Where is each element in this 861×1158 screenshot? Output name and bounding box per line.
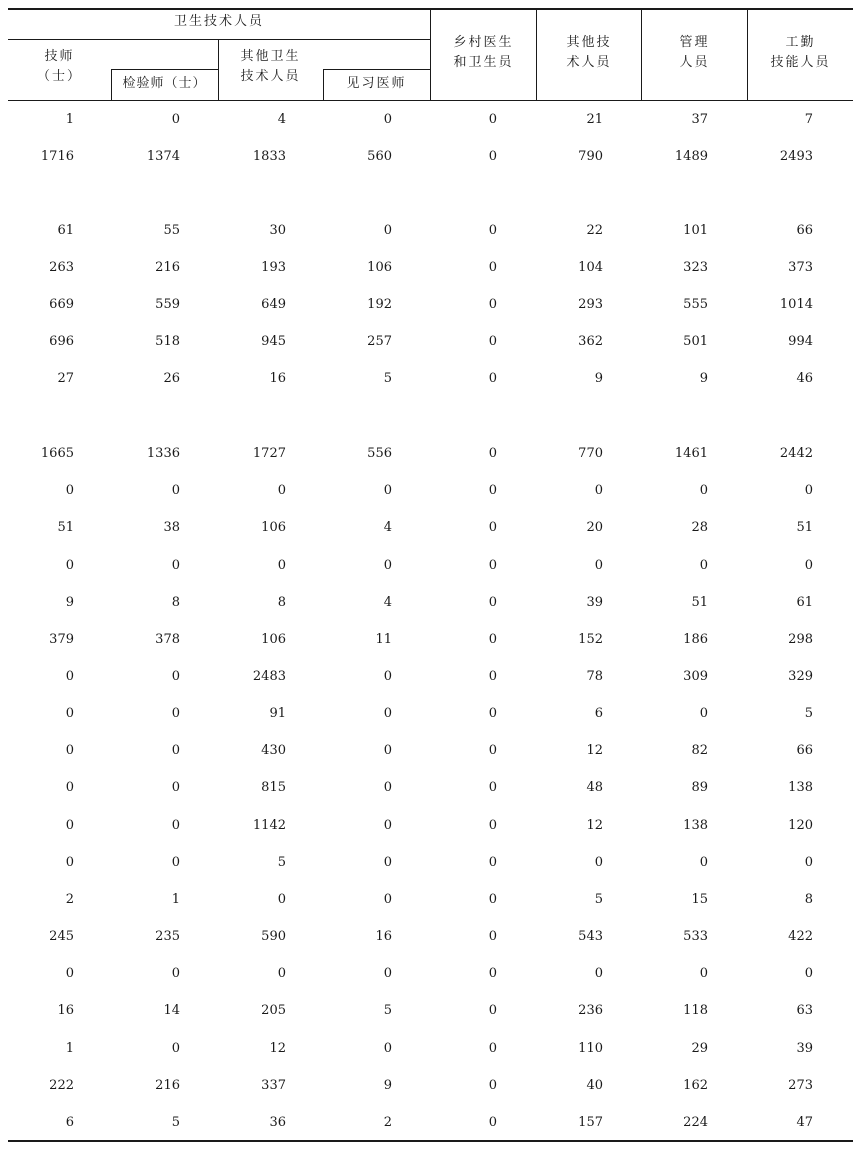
service-staff-cell: 66 [796, 223, 813, 238]
village-doctor-cell: 0 [488, 558, 497, 573]
other-health-tech-heading-line1: 其他卫生 [240, 49, 301, 64]
intern-doctor-cell: 5 [383, 371, 392, 386]
service-staff-cell: 2442 [779, 446, 813, 461]
management-cell: 28 [691, 520, 708, 535]
other-tech-cell: 78 [586, 669, 603, 684]
table-row [0, 444, 861, 464]
management-cell: 29 [691, 1041, 708, 1056]
other-tech-cell: 0 [594, 558, 603, 573]
service-staff-cell: 7 [804, 112, 813, 127]
other-health-tech-cell: 8 [277, 595, 286, 610]
service-staff-cell: 273 [788, 1078, 813, 1093]
other-tech-cell: 5 [594, 892, 603, 907]
service-staff-cell: 2493 [779, 149, 813, 164]
management-cell: 138 [683, 818, 708, 833]
other-tech-cell: 0 [594, 483, 603, 498]
technician-cell: 1716 [40, 149, 74, 164]
subcol-rule [111, 69, 218, 70]
management-heading-line1: 管理 [679, 35, 710, 50]
intern-doctor-cell: 560 [367, 149, 392, 164]
lab-technician-cell: 0 [171, 966, 180, 981]
service-staff-cell: 47 [796, 1115, 813, 1130]
lab-technician-cell: 0 [171, 483, 180, 498]
table-row [0, 1113, 861, 1133]
village-doctor-cell: 0 [488, 632, 497, 647]
other-tech-cell: 293 [578, 297, 603, 312]
lab-technician-cell: 1374 [146, 149, 180, 164]
technician-cell: 1 [65, 112, 74, 127]
intern-doctor-cell: 0 [383, 743, 392, 758]
table-row [0, 741, 861, 761]
table-row [0, 518, 861, 538]
intern-doctor-heading: 见习医师 [346, 76, 407, 91]
table-row [0, 667, 861, 687]
technician-cell: 2 [65, 892, 74, 907]
other-health-tech-cell: 12 [269, 1041, 286, 1056]
village-doctor-cell: 0 [488, 892, 497, 907]
village-doctor-cell: 0 [488, 780, 497, 795]
village-doctor-cell: 0 [488, 706, 497, 721]
table-row [0, 258, 861, 278]
other-tech-cell: 110 [578, 1041, 603, 1056]
service-staff-cell: 422 [788, 929, 813, 944]
technician-cell: 379 [49, 632, 74, 647]
other-tech-cell: 770 [578, 446, 603, 461]
other-health-tech-cell: 430 [261, 743, 286, 758]
management-cell: 533 [683, 929, 708, 944]
other-health-tech-cell: 649 [261, 297, 286, 312]
lab-technician-cell: 5 [171, 1115, 180, 1130]
lab-technician-cell: 1336 [146, 446, 180, 461]
other-tech-cell: 12 [586, 743, 603, 758]
lab-technician-cell: 0 [171, 780, 180, 795]
intern-doctor-cell: 2 [383, 1115, 392, 1130]
other-tech-cell: 0 [594, 966, 603, 981]
service-staff-cell: 39 [796, 1041, 813, 1056]
lab-technician-cell: 0 [171, 112, 180, 127]
management-cell: 224 [683, 1115, 708, 1130]
intern-doctor-cell: 0 [383, 558, 392, 573]
other-health-tech-cell: 16 [269, 371, 286, 386]
other-health-tech-cell: 30 [269, 223, 286, 238]
group-underline-rule [8, 39, 430, 40]
table-row [0, 927, 861, 947]
technician-cell: 0 [65, 558, 74, 573]
village-doctor-heading-line1: 乡村医生 [453, 35, 514, 50]
technician-cell: 222 [49, 1078, 74, 1093]
village-doctor-cell: 0 [488, 223, 497, 238]
lab-technician-cell: 38 [163, 520, 180, 535]
table-row [0, 630, 861, 650]
other-health-tech-cell: 193 [261, 260, 286, 275]
village-doctor-cell: 0 [488, 260, 497, 275]
service-staff-cell: 994 [788, 334, 813, 349]
service-staff-cell: 63 [796, 1003, 813, 1018]
technician-cell: 0 [65, 818, 74, 833]
service-staff-cell: 5 [804, 706, 813, 721]
technician-cell: 9 [65, 595, 74, 610]
service-staff-cell: 0 [804, 558, 813, 573]
lab-technician-cell: 378 [155, 632, 180, 647]
other-health-tech-cell: 2483 [252, 669, 286, 684]
technician-cell: 16 [57, 1003, 74, 1018]
lab-technician-cell: 0 [171, 1041, 180, 1056]
technician-cell: 1665 [40, 446, 74, 461]
table-row [0, 481, 861, 501]
intern-doctor-cell: 0 [383, 1041, 392, 1056]
other-health-tech-cell: 337 [261, 1078, 286, 1093]
village-doctor-cell: 0 [488, 1041, 497, 1056]
table-header [0, 0, 861, 102]
lab-technician-cell: 216 [155, 1078, 180, 1093]
other-tech-cell: 152 [578, 632, 603, 647]
intern-doctor-cell: 0 [383, 112, 392, 127]
other-health-tech-cell: 1833 [252, 149, 286, 164]
other-health-tech-cell: 106 [261, 632, 286, 647]
management-cell: 82 [691, 743, 708, 758]
intern-doctor-cell: 0 [383, 966, 392, 981]
other-tech-cell: 12 [586, 818, 603, 833]
lab-technician-cell: 0 [171, 706, 180, 721]
other-health-tech-heading-line2: 技术人员 [240, 69, 301, 84]
lab-technician-cell: 55 [163, 223, 180, 238]
village-doctor-cell: 0 [488, 1078, 497, 1093]
village-doctor-cell: 0 [488, 929, 497, 944]
lab-technician-heading: 检验师（士） [122, 76, 207, 91]
table-row [0, 593, 861, 613]
management-cell: 0 [699, 966, 708, 981]
service-staff-cell: 61 [796, 595, 813, 610]
technician-cell: 6 [65, 1115, 74, 1130]
intern-doctor-cell: 0 [383, 780, 392, 795]
management-cell: 101 [683, 223, 708, 238]
table-row [0, 147, 861, 167]
lab-technician-cell: 559 [155, 297, 180, 312]
intern-doctor-cell: 556 [367, 446, 392, 461]
intern-doctor-cell: 16 [375, 929, 392, 944]
management-cell: 0 [699, 483, 708, 498]
intern-doctor-cell: 0 [383, 892, 392, 907]
technician-heading-line1: 技师 [44, 49, 75, 64]
management-cell: 186 [683, 632, 708, 647]
lab-technician-cell: 216 [155, 260, 180, 275]
village-doctor-cell: 0 [488, 483, 497, 498]
intern-doctor-cell: 9 [383, 1078, 392, 1093]
lab-technician-cell: 8 [171, 595, 180, 610]
table-row [0, 890, 861, 910]
bottom-rule [8, 1140, 853, 1142]
lab-technician-cell: 0 [171, 855, 180, 870]
technician-cell: 0 [65, 743, 74, 758]
intern-doctor-cell: 0 [383, 706, 392, 721]
village-doctor-cell: 0 [488, 966, 497, 981]
other-tech-cell: 39 [586, 595, 603, 610]
village-doctor-cell: 0 [488, 371, 497, 386]
village-doctor-cell: 0 [488, 297, 497, 312]
lab-technician-cell: 1 [171, 892, 180, 907]
village-doctor-cell: 0 [488, 595, 497, 610]
management-cell: 37 [691, 112, 708, 127]
other-tech-cell: 543 [578, 929, 603, 944]
technician-cell: 61 [57, 223, 74, 238]
table-row [0, 332, 861, 352]
other-health-tech-cell: 0 [277, 558, 286, 573]
technician-cell: 0 [65, 966, 74, 981]
other-tech-cell: 20 [586, 520, 603, 535]
other-tech-cell: 157 [578, 1115, 603, 1130]
management-cell: 1489 [674, 149, 708, 164]
other-tech-cell: 6 [594, 706, 603, 721]
header-bottom-rule [8, 100, 853, 101]
intern-doctor-cell: 106 [367, 260, 392, 275]
table-row [0, 964, 861, 984]
other-health-tech-cell: 91 [269, 706, 286, 721]
lab-technician-cell: 0 [171, 669, 180, 684]
table-row [0, 1039, 861, 1059]
management-cell: 0 [699, 706, 708, 721]
intern-doctor-cell: 192 [367, 297, 392, 312]
health-tech-group-heading: 卫生技术人员 [173, 14, 264, 29]
management-cell: 0 [699, 855, 708, 870]
village-doctor-cell: 0 [488, 520, 497, 535]
technician-cell: 51 [57, 520, 74, 535]
other-tech-heading-line2: 术人员 [566, 55, 612, 70]
other-tech-cell: 21 [586, 112, 603, 127]
lab-technician-cell: 0 [171, 818, 180, 833]
other-tech-cell: 104 [578, 260, 603, 275]
management-cell: 0 [699, 558, 708, 573]
table-row [0, 1076, 861, 1096]
other-health-tech-cell: 205 [261, 1003, 286, 1018]
village-doctor-cell: 0 [488, 743, 497, 758]
technician-cell: 1 [65, 1041, 74, 1056]
village-doctor-cell: 0 [488, 855, 497, 870]
village-doctor-cell: 0 [488, 1115, 497, 1130]
management-cell: 118 [683, 1003, 708, 1018]
other-health-tech-cell: 1142 [252, 818, 286, 833]
table-row [0, 778, 861, 798]
table-row [0, 704, 861, 724]
technician-cell: 0 [65, 706, 74, 721]
other-tech-cell: 790 [578, 149, 603, 164]
service-staff-cell: 8 [804, 892, 813, 907]
village-doctor-heading-line2: 和卫生员 [453, 55, 514, 70]
management-cell: 1461 [674, 446, 708, 461]
village-doctor-cell: 0 [488, 669, 497, 684]
management-cell: 51 [691, 595, 708, 610]
intern-doctor-cell: 0 [383, 669, 392, 684]
table-row [0, 1001, 861, 1021]
service-staff-cell: 46 [796, 371, 813, 386]
technician-cell: 0 [65, 780, 74, 795]
other-health-tech-cell: 1727 [252, 446, 286, 461]
service-staff-cell: 120 [788, 818, 813, 833]
table-row [0, 816, 861, 836]
service-staff-cell: 0 [804, 855, 813, 870]
intern-doctor-cell: 4 [383, 595, 392, 610]
technician-cell: 27 [57, 371, 74, 386]
service-staff-cell: 0 [804, 966, 813, 981]
other-tech-heading-line1: 其他技 [566, 35, 612, 50]
management-cell: 501 [683, 334, 708, 349]
lab-technician-cell: 518 [155, 334, 180, 349]
other-health-tech-cell: 36 [269, 1115, 286, 1130]
other-health-tech-cell: 0 [277, 892, 286, 907]
intern-doctor-cell: 11 [375, 632, 392, 647]
village-doctor-cell: 0 [488, 818, 497, 833]
other-health-tech-cell: 106 [261, 520, 286, 535]
lab-technician-cell: 0 [171, 743, 180, 758]
other-health-tech-cell: 590 [261, 929, 286, 944]
technician-cell: 0 [65, 855, 74, 870]
intern-doctor-cell: 0 [383, 483, 392, 498]
service-staff-cell: 298 [788, 632, 813, 647]
service-staff-cell: 329 [788, 669, 813, 684]
village-doctor-cell: 0 [488, 149, 497, 164]
service-staff-cell: 373 [788, 260, 813, 275]
service-staff-cell: 1014 [779, 297, 813, 312]
management-cell: 15 [691, 892, 708, 907]
management-cell: 89 [691, 780, 708, 795]
table-row [0, 110, 861, 130]
table-row [0, 556, 861, 576]
other-health-tech-cell: 5 [277, 855, 286, 870]
village-doctor-cell: 0 [488, 446, 497, 461]
intern-doctor-cell: 4 [383, 520, 392, 535]
technician-cell: 263 [49, 260, 74, 275]
service-staff-heading-line1: 工勤 [785, 35, 816, 50]
lab-technician-cell: 235 [155, 929, 180, 944]
service-staff-cell: 0 [804, 483, 813, 498]
other-health-tech-cell: 0 [277, 966, 286, 981]
table-row [0, 369, 861, 389]
management-cell: 9 [699, 371, 708, 386]
other-tech-cell: 9 [594, 371, 603, 386]
other-health-tech-cell: 945 [261, 334, 286, 349]
intern-doctor-cell: 0 [383, 223, 392, 238]
other-tech-cell: 48 [586, 780, 603, 795]
other-tech-cell: 362 [578, 334, 603, 349]
lab-technician-cell: 26 [163, 371, 180, 386]
village-doctor-cell: 0 [488, 1003, 497, 1018]
technician-heading-line2: （士） [36, 69, 82, 84]
service-staff-cell: 138 [788, 780, 813, 795]
management-heading-line2: 人员 [679, 55, 710, 70]
intern-doctor-cell: 5 [383, 1003, 392, 1018]
service-staff-cell: 51 [796, 520, 813, 535]
other-tech-cell: 0 [594, 855, 603, 870]
management-cell: 162 [683, 1078, 708, 1093]
lab-technician-cell: 0 [171, 558, 180, 573]
lab-technician-cell: 14 [163, 1003, 180, 1018]
technician-cell: 669 [49, 297, 74, 312]
technician-cell: 0 [65, 669, 74, 684]
table-row [0, 853, 861, 873]
technician-cell: 696 [49, 334, 74, 349]
management-cell: 555 [683, 297, 708, 312]
technician-cell: 245 [49, 929, 74, 944]
village-doctor-cell: 0 [488, 112, 497, 127]
other-health-tech-cell: 815 [261, 780, 286, 795]
table-row [0, 221, 861, 241]
table-row [0, 295, 861, 315]
subcol-rule [323, 69, 430, 70]
service-staff-cell: 66 [796, 743, 813, 758]
management-cell: 323 [683, 260, 708, 275]
intern-doctor-cell: 0 [383, 818, 392, 833]
management-cell: 309 [683, 669, 708, 684]
intern-doctor-cell: 0 [383, 855, 392, 870]
other-health-tech-cell: 0 [277, 483, 286, 498]
other-tech-cell: 22 [586, 223, 603, 238]
intern-doctor-cell: 257 [367, 334, 392, 349]
other-health-tech-cell: 4 [277, 112, 286, 127]
other-tech-cell: 236 [578, 1003, 603, 1018]
service-staff-heading-line2: 技能人员 [770, 55, 831, 70]
village-doctor-cell: 0 [488, 334, 497, 349]
technician-cell: 0 [65, 483, 74, 498]
other-tech-cell: 40 [586, 1078, 603, 1093]
